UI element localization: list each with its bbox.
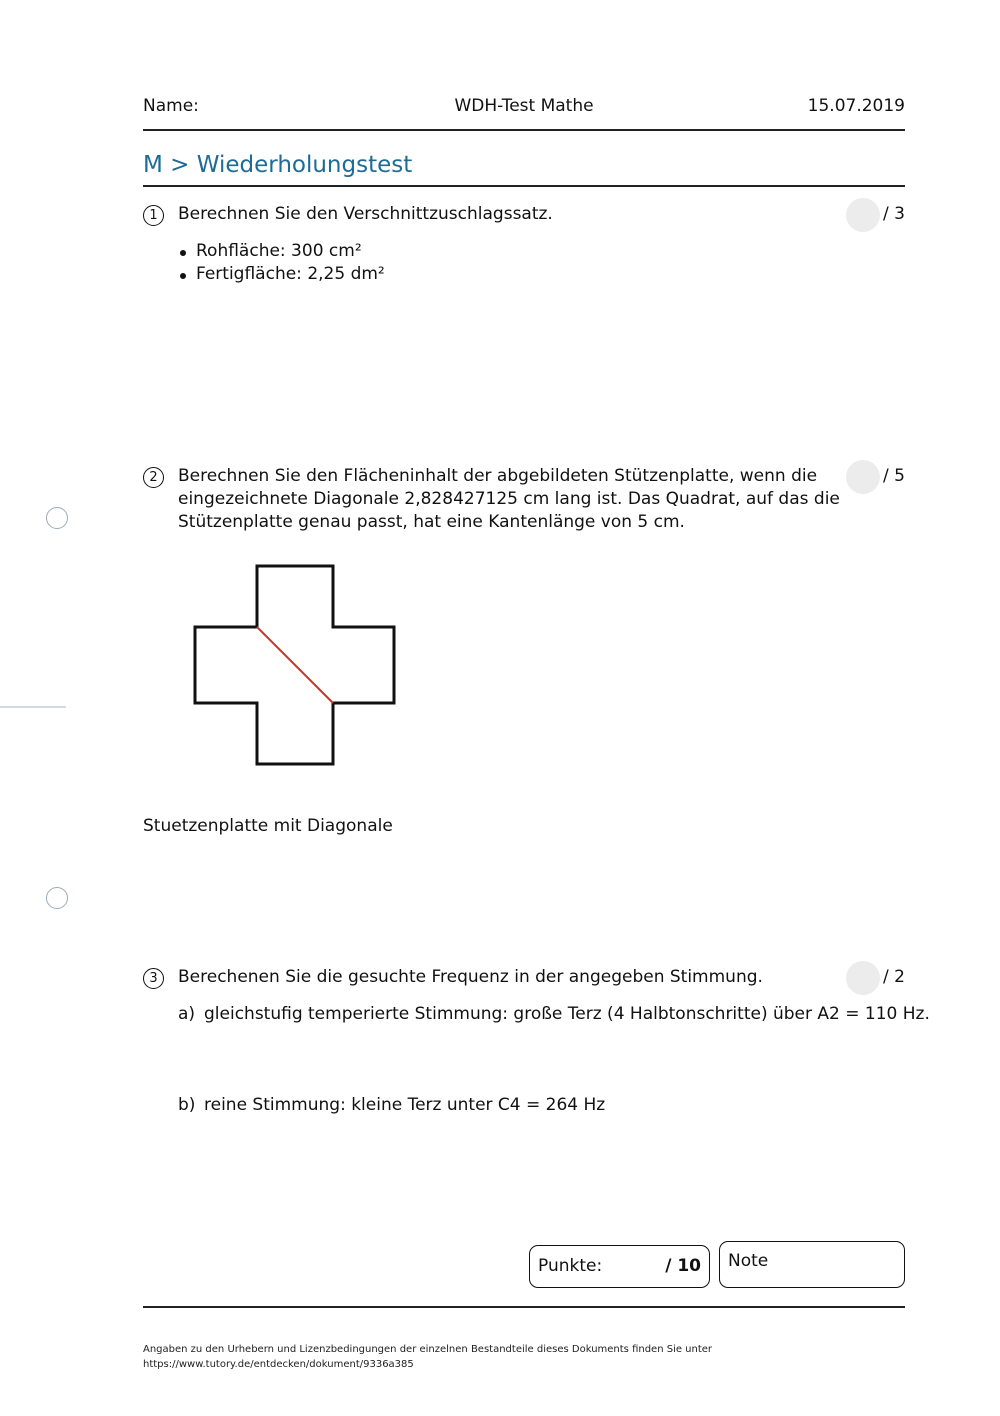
question-1-points: / 3: [883, 204, 905, 224]
grade-label: Note: [728, 1251, 769, 1271]
question-3-text: Berechenen Sie die gesuchte Frequenz in der angegeben Stimmung.: [178, 967, 763, 987]
question-2-number: 2: [143, 467, 164, 488]
points-label: Punkte:: [538, 1256, 603, 1276]
subtask-a-label: a): [178, 1004, 196, 1024]
question-1-text: Berechnen Sie den Verschnittzuschlagssatz.: [178, 204, 553, 224]
bullet-icon: [180, 273, 186, 279]
subtask-b-text: reine Stimmung: kleine Terz unter C4 = 264 Hz: [204, 1095, 606, 1115]
footer-license-text: Angaben zu den Urhebern und Lizenzbedingungen der einzelnen Bestandteile dieses Dokuments finden Sie unter: [143, 1344, 713, 1355]
question-2-points: / 5: [883, 466, 905, 486]
test-title: WDH-Test Mathe: [454, 96, 594, 116]
fold-mark: [0, 706, 66, 708]
punch-hole-bottom: [46, 887, 68, 909]
question-3-score-field[interactable]: [846, 961, 880, 995]
question-1-bullet-1: Rohfläche: 300 cm²: [196, 241, 362, 261]
footer-license-link[interactable]: https://www.tutory.de/entdecken/dokument/9336a385: [143, 1359, 414, 1370]
figure-caption: Stuetzenplatte mit Diagonale: [143, 816, 393, 836]
question-1-score-field[interactable]: [846, 198, 880, 232]
name-label: Name:: [143, 96, 199, 116]
question-1-number: 1: [143, 205, 164, 226]
question-1-bullet-2: Fertigfläche: 2,25 dm²: [196, 264, 385, 284]
question-2-text-line-1: Berechnen Sie den Flächeninhalt der abgebildeten Stützenplatte, wenn die: [178, 466, 818, 486]
cross-plate-figure: [190, 560, 400, 770]
page-title: M > Wiederholungstest: [143, 152, 413, 178]
question-3-points: / 2: [883, 967, 905, 987]
grade-box[interactable]: [719, 1241, 905, 1288]
punch-hole-top: [46, 507, 68, 529]
question-3-number: 3: [143, 968, 164, 989]
test-date: 15.07.2019: [807, 96, 905, 116]
subtask-a-text: gleichstufig temperierte Stimmung: große Terz (4 Halbtonschritte) über A2 = 110 Hz.: [204, 1004, 930, 1024]
question-2-text-line-2: eingezeichnete Diagonale 2,828427125 cm lang ist. Das Quadrat, auf das die: [178, 489, 840, 509]
title-rule: [143, 185, 905, 187]
header-rule: [143, 129, 905, 131]
question-2-score-field[interactable]: [846, 460, 880, 494]
footer-rule: [143, 1306, 905, 1308]
points-box[interactable]: [529, 1245, 710, 1288]
bullet-icon: [180, 250, 186, 256]
question-2-text-line-3: Stützenplatte genau passt, hat eine Kantenlänge von 5 cm.: [178, 512, 685, 532]
points-total: / 10: [665, 1256, 701, 1276]
subtask-b-label: b): [178, 1095, 196, 1115]
